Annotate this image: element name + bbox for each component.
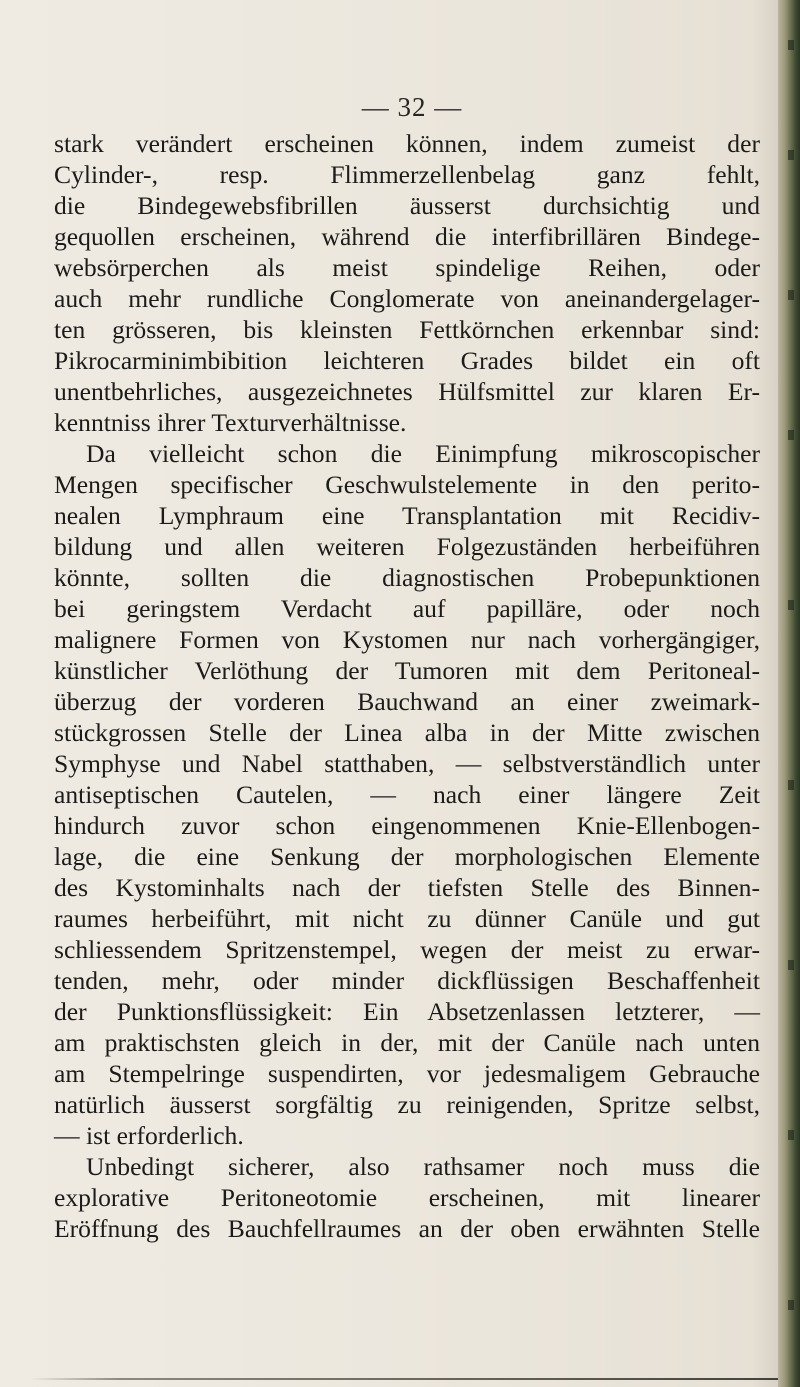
text-line: raumes herbeiführt, mit nicht zu dünner Canüle und gut <box>54 904 760 933</box>
text-line: hindurch zuvor schon eingenommenen Knie-Ellenbogen- <box>54 811 760 840</box>
binding-mark <box>788 430 794 440</box>
text-line: malignere Formen von Kystomen nur nach vorhergängiger, <box>54 625 760 654</box>
text-line: antiseptischen Cautelen, — nach einer längere Zeit <box>54 780 760 809</box>
text-line: bei geringstem Verdacht auf papilläre, oder noch <box>54 594 760 623</box>
text-line: des Kystominhalts nach der tiefsten Stelle des Binnen- <box>54 873 760 902</box>
text-line: überzug der vorderen Bauchwand an einer zweimark- <box>54 687 760 716</box>
text-line: ten grösseren, bis kleinsten Fettkörnchen erkennbar sind: <box>54 315 760 344</box>
binding-mark <box>788 40 794 50</box>
binding-mark <box>788 960 794 970</box>
binding-mark <box>788 1130 794 1140</box>
binding-mark <box>788 600 794 610</box>
binding-mark <box>788 290 794 300</box>
text-line: natürlich äusserst sorgfältig zu reinigenden, Spritze selbst, <box>54 1090 760 1119</box>
text-line: auch mehr rundliche Conglomerate von aneinandergelager- <box>54 284 760 313</box>
text-line: schliessendem Spritzenstempel, wegen der meist zu erwar- <box>54 935 760 964</box>
text-line: kenntniss ihrer Texturverhältnisse. <box>54 408 407 437</box>
text-line: tenden, mehr, oder minder dickflüssigen Beschaffenheit <box>54 966 760 995</box>
text-line: explorative Peritoneotomie erscheinen, mit linearer <box>54 1183 760 1212</box>
text-line: Pikrocarminimbibition leichteren Grades bildet ein oft <box>54 346 760 375</box>
text-line: — ist erforderlich. <box>54 1121 244 1150</box>
text-line: gequollen erscheinen, während die interfibrillären Bindege- <box>54 222 760 251</box>
paragraph-start-line: Da vielleicht schon die Einimpfung mikroscopischer <box>86 439 760 468</box>
text-line: Eröffnung des Bauchfellraumes an der oben erwähnten Stelle <box>54 1214 760 1243</box>
text-line: stückgrossen Stelle der Linea alba in der Mitte zwischen <box>54 718 760 747</box>
text-line: künstlicher Verlöthung der Tumoren mit dem Peritoneal- <box>54 656 760 685</box>
body-text <box>54 128 760 1244</box>
text-line: die Bindegewebsfibrillen äusserst durchsichtig und <box>54 191 760 220</box>
text-line: lage, die eine Senkung der morphologischen Elemente <box>54 842 760 871</box>
text-line: der Punktionsflüssigkeit: Ein Absetzenlassen letzterer, — <box>54 997 760 1026</box>
text-line: am praktischsten gleich in der, mit der Canüle nach unten <box>54 1028 760 1057</box>
binding-mark <box>788 1300 794 1310</box>
text-line: websörperchen als meist spindelige Reihen, oder <box>54 253 760 282</box>
book-binding-edge <box>778 0 800 1387</box>
text-line: stark verändert erscheinen können, indem zumeist der <box>54 129 760 158</box>
text-line: Cylinder-, resp. Flimmerzellenbelag ganz fehlt, <box>54 160 760 189</box>
paragraph-start-line: Unbedingt sicherer, also rathsamer noch muss die <box>86 1152 760 1181</box>
bottom-edge-shadow <box>30 1378 778 1380</box>
text-line: Symphyse und Nabel statthaben, — selbstverständlich unter <box>54 749 760 778</box>
page-number: — 32 — <box>361 92 463 122</box>
text-line: bildung und allen weiteren Folgezuständen herbeiführen <box>54 532 760 561</box>
text-line: unentbehrliches, ausgezeichnetes Hülfsmittel zur klaren Er- <box>54 377 760 406</box>
binding-mark <box>788 150 794 160</box>
text-line: Mengen specifischer Geschwulstelemente in den perito- <box>54 470 760 499</box>
text-line: könnte, sollten die diagnostischen Probepunktionen <box>54 563 760 592</box>
text-line: nealen Lymphraum eine Transplantation mit Recidiv- <box>54 501 760 530</box>
text-line: am Stempelringe suspendirten, vor jedesmaligem Gebrauche <box>54 1059 760 1088</box>
binding-mark <box>788 780 794 790</box>
